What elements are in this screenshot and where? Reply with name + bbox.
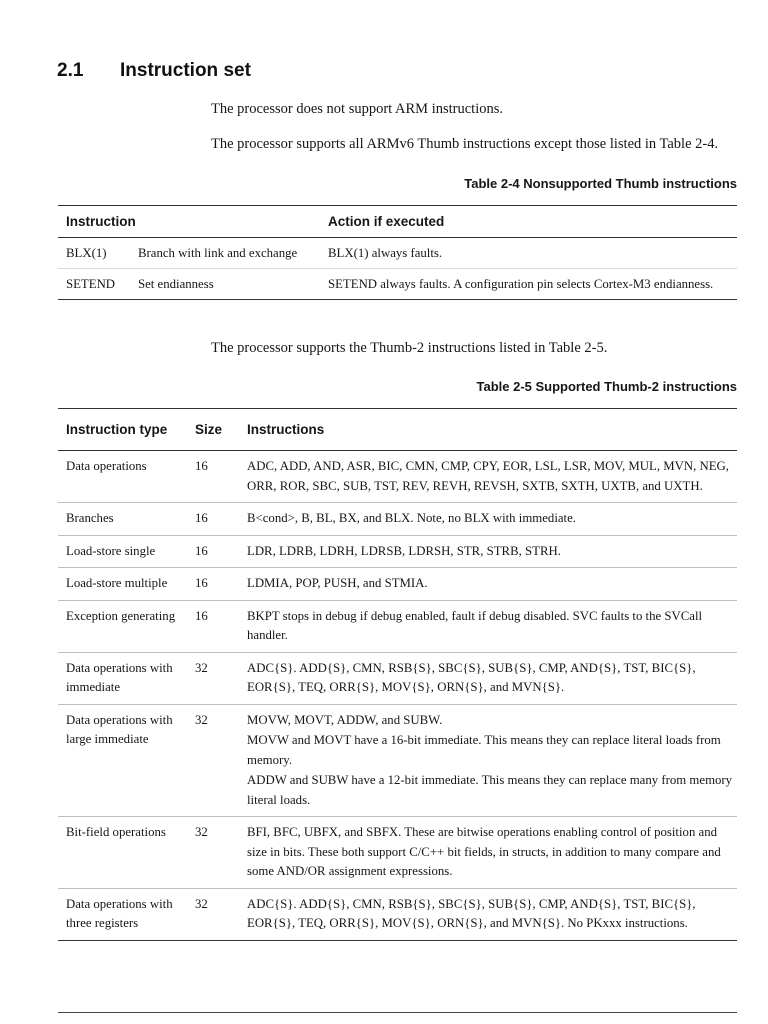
table-row bbox=[58, 817, 737, 889]
table-row bbox=[58, 269, 737, 300]
instruction-detail: BFI, BFC, UBFX, and SBFX. These are bitwise operations enabling control of position and size in bits. These both support C/C++ bit fields, in structs, in addition to many compare and some AND/OR assignment expressions. bbox=[247, 825, 721, 878]
instruction-detail: MOVW, MOVT, ADDW, and SUBW. bbox=[247, 712, 443, 727]
instruction-detail: ADC{S}. ADD{S}, CMN, RSB{S}, SBC{S}, SUB{S}, CMP, AND{S}, TST, BIC{S}, EOR{S}, TEQ, ORR{S}, MOV{S}, ORN{S}, and MVN{S}. bbox=[247, 660, 696, 694]
instruction-description: Branch with link and exchange bbox=[138, 246, 298, 260]
table-row bbox=[58, 652, 737, 704]
instruction-list bbox=[239, 535, 737, 568]
supported-thumb2-table bbox=[58, 408, 737, 941]
instruction-detail: BKPT stops in debug if debug enabled, fault if debug disabled. SVC faults to the SVCall handler. bbox=[247, 608, 703, 642]
instruction-type: Load-store single bbox=[58, 535, 187, 568]
instruction-list bbox=[239, 600, 737, 652]
instruction-detail: ADDW and SUBW have a 12-bit immediate. This means they can replace many from memory literal loads. bbox=[247, 773, 733, 807]
instruction-list bbox=[239, 503, 737, 536]
instruction-size: 16 bbox=[187, 600, 239, 652]
instruction-detail: LDR, LDRB, LDRH, LDRSB, LDRSH, STR, STRB, STRH. bbox=[247, 543, 561, 558]
header-instruction-type: Instruction type bbox=[58, 409, 187, 451]
table-2-4-caption: Table 2-4 Nonsupported Thumb instructions bbox=[464, 176, 737, 191]
instruction-type: Branches bbox=[58, 503, 187, 536]
table-row bbox=[58, 238, 737, 269]
paragraph-no-arm: The processor does not support ARM instructions. bbox=[211, 101, 503, 117]
instruction-type: Data operations with three registers bbox=[58, 888, 187, 940]
instruction-type: Data operations bbox=[66, 459, 147, 473]
instruction-size: 16 bbox=[187, 503, 239, 536]
instruction-description: Set endianness bbox=[130, 269, 320, 300]
instruction-list bbox=[239, 652, 737, 704]
instruction-type: Bit-field operations bbox=[58, 817, 187, 889]
table-header-row bbox=[58, 409, 737, 451]
instruction-type: Data operations with large immediate bbox=[58, 704, 187, 817]
instruction-list bbox=[239, 704, 737, 817]
instruction-type: Data operations with immediate bbox=[58, 652, 187, 704]
instruction-detail: ADC, ADD, AND, ASR, BIC, CMN, CMP, CPY, EOR, LSL, LSR, MOV, MUL, MVN, NEG, ORR, ROR, SBC, SUB, TST, REV, REVH, REVSH, SXTB, SXTH, UXTB, and UXTH. bbox=[247, 459, 729, 493]
instruction-detail: LDMIA, POP, PUSH, and STMIA. bbox=[247, 576, 428, 590]
nonsupported-thumb-table bbox=[58, 205, 737, 300]
instruction-size: 16 bbox=[187, 568, 239, 601]
header-instruction: Instruction bbox=[58, 206, 320, 238]
instruction-size: 32 bbox=[187, 652, 239, 704]
instruction-mnemonic: SETEND bbox=[58, 269, 130, 300]
table-row bbox=[58, 600, 737, 652]
table-row bbox=[58, 451, 737, 503]
section-number: 2.1 bbox=[57, 60, 84, 81]
instruction-detail: ADC{S}. ADD{S}, CMN, RSB{S}, SBC{S}, SUB{S}, CMP, AND{S}, TST, BIC{S}, EOR{S}, TEQ, ORR{S}, MOV{S}, ORN{S}, and MVN{S}. No PKxxx instructions. bbox=[247, 896, 696, 930]
instruction-list bbox=[239, 568, 737, 601]
section-title: Instruction set bbox=[120, 60, 251, 81]
instruction-size: 16 bbox=[187, 535, 239, 568]
instruction-list bbox=[239, 451, 737, 503]
instruction-action: BLX(1) always faults. bbox=[328, 246, 443, 260]
instruction-size: 32 bbox=[187, 704, 239, 817]
instruction-type: Exception generating bbox=[58, 600, 187, 652]
instruction-size: 16 bbox=[195, 459, 208, 473]
instruction-list bbox=[239, 817, 737, 889]
header-size: Size bbox=[187, 409, 239, 451]
paragraph-thumb-support: The processor supports all ARMv6 Thumb instructions except those listed in Table 2-4. bbox=[211, 136, 719, 152]
instruction-detail: MOVW and MOVT have a 16-bit immediate. This means they can replace literal loads from memory. bbox=[247, 733, 721, 767]
instruction-mnemonic: BLX(1) bbox=[66, 246, 107, 260]
header-action: Action if executed bbox=[320, 206, 737, 238]
instruction-detail: B<cond>, B, BL, BX, and BLX. Note, no BLX with immediate. bbox=[247, 511, 576, 525]
instruction-type: Load-store multiple bbox=[58, 568, 187, 601]
instruction-size: 32 bbox=[187, 817, 239, 889]
instruction-size: 32 bbox=[187, 888, 239, 940]
table-row bbox=[58, 503, 737, 536]
table-body bbox=[58, 451, 737, 941]
instruction-list bbox=[239, 888, 737, 940]
table-row bbox=[58, 888, 737, 940]
bottom-rule bbox=[58, 1012, 737, 1013]
table-row bbox=[58, 535, 737, 568]
table-2-5-caption: Table 2-5 Supported Thumb-2 instructions bbox=[476, 379, 737, 394]
table-row bbox=[58, 568, 737, 601]
instruction-action: SETEND always faults. A configuration pin selects Cortex-M3 endianness. bbox=[320, 269, 737, 300]
header-instructions: Instructions bbox=[239, 409, 737, 451]
table-header-row bbox=[58, 206, 737, 238]
table-row bbox=[58, 704, 737, 817]
paragraph-thumb2-support: The processor supports the Thumb-2 instructions listed in Table 2-5. bbox=[211, 340, 608, 356]
